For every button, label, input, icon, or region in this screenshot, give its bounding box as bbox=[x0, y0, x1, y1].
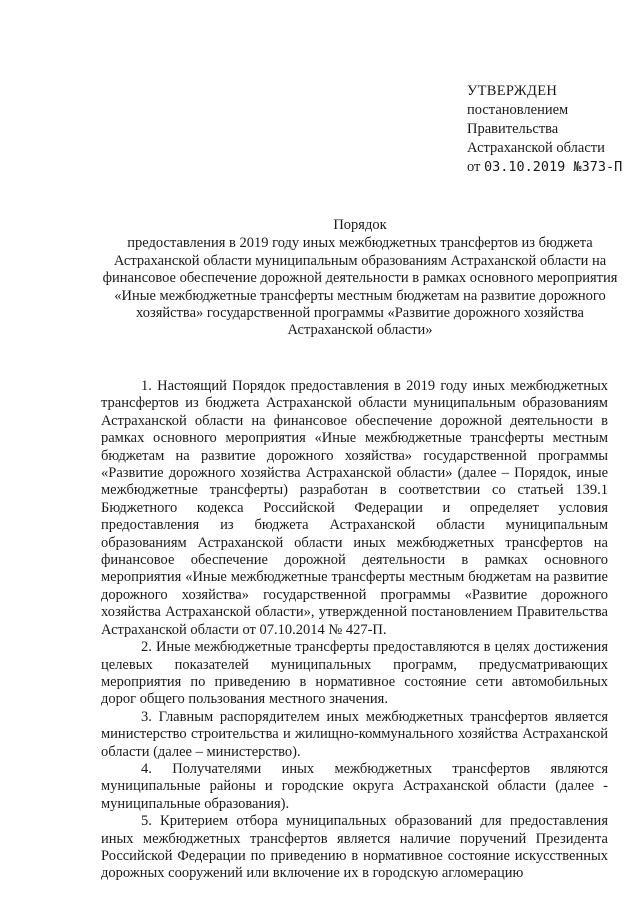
document-subtitle: предоставления в 2019 году иных межбюджетных трансфертов из бюджета Астраханской области муниципальным образованиям Астраханской области на финансовое обеспечение дорожной деятельности в рамках основного мероприятия «Иные межбюджетные трансферты местным бюджетам на развитие дорожного хозяйства» государственной программы «Развитие дорожного хозяйства Астраханской области» bbox=[102, 235, 618, 339]
approval-line-government: Правительства bbox=[467, 121, 559, 137]
approval-stamp bbox=[467, 82, 637, 177]
approval-date-line bbox=[467, 158, 637, 177]
paragraph-2: 2. Иные межбюджетные трансферты предоставляются в целях достижения целевых показателей муниципальных программ, предусматривающих мероприятия по приведению в нормативное состояние сети автомобильных дорог общего пользования местного значения. bbox=[101, 639, 608, 708]
approval-date-prefix: от bbox=[467, 159, 481, 175]
document-body bbox=[101, 378, 608, 883]
approved-heading: УТВЕРЖДЕН bbox=[467, 83, 558, 99]
approval-line-resolution: постановлением bbox=[467, 102, 569, 118]
approval-date-number: 03.10.2019 №373-П bbox=[484, 159, 623, 175]
document-heading bbox=[100, 217, 620, 340]
paragraph-4: 4. Получателями иных межбюджетных трансфертов являются муниципальные районы и городские округа Астраханской области (далее - муниципальные образования). bbox=[101, 760, 608, 812]
paragraph-3: 3. Главным распорядителем иных межбюджетных трансфертов является министерство строительства и жилищно-коммунального хозяйства Астраханской области (далее – министерство). bbox=[101, 708, 608, 760]
paragraph-1: 1. Настоящий Порядок предоставления в 2019 году иных межбюджетных трансфертов из бюджета Астраханской области муниципальным образованиям Астраханской области на финансовое обеспечение дорожной деятельности в рамках основного мероприятия «Иные межбюджетные трансферты местным бюджетам на развитие дорожного хозяйства» государственной программы «Развитие дорожного хозяйства Астраханской области» (далее – Порядок, иные межбюджетные трансферты) разработан в соответствии со статьей 139.1 Бюджетного кодекса Российской Федерации и определяет условия предоставления из бюджета Астраханской области муниципальным образованиям Астраханской области иных межбюджетных трансфертов на финансовое обеспечение дорожной деятельности в рамках основного мероприятия «Иные межбюджетные трансферты местным бюджетам на развитие дорожного хозяйства» государственной программы «Развитие дорожного хозяйства Астраханской области», утвержденной постановлением Правительства Астраханской области от 07.10.2014 № 427-П. bbox=[101, 378, 608, 638]
approval-line-region: Астраханской области bbox=[467, 140, 605, 156]
document-title: Порядок bbox=[333, 217, 387, 233]
paragraph-5: 5. Критерием отбора муниципальных образований для предоставления иных межбюджетных трансфертов является наличие поручений Президента Российской Федерации по приведению в нормативное состояние искусственных дорожных сооружений или включение их в городскую агломерацию bbox=[101, 813, 608, 882]
